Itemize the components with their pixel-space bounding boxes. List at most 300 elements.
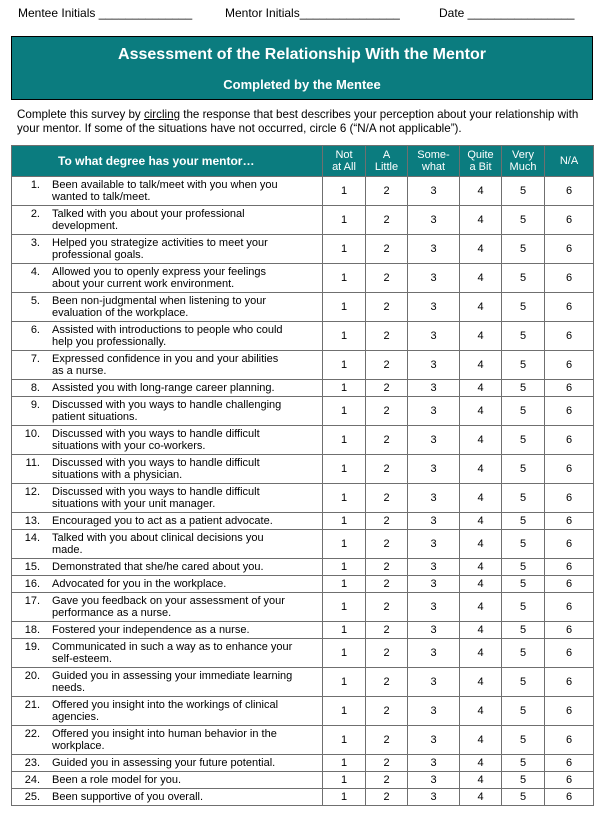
response-option[interactable]: 3: [408, 206, 460, 235]
question-text: [40, 179, 278, 203]
question-cell: [12, 755, 323, 772]
response-option[interactable]: 6: [545, 484, 594, 513]
response-option[interactable]: 3: [408, 397, 460, 426]
question-text-line: self-esteem.: [52, 653, 112, 665]
response-option[interactable]: 6: [545, 206, 594, 235]
response-option[interactable]: 5: [502, 351, 545, 380]
question-column-header: To what degree has your mentor…: [12, 146, 323, 177]
response-option[interactable]: 4: [460, 206, 502, 235]
question-cell: [12, 513, 323, 530]
response-option[interactable]: 5: [502, 622, 545, 639]
question-cell: [12, 322, 323, 351]
response-option[interactable]: 6: [545, 235, 594, 264]
response-option[interactable]: 3: [408, 622, 460, 639]
response-option[interactable]: 5: [502, 639, 545, 668]
question-text-line: Advocated for you in the workplace.: [52, 578, 227, 590]
response-option[interactable]: 3: [408, 789, 460, 806]
response-option[interactable]: 4: [460, 264, 502, 293]
response-option[interactable]: 1: [323, 455, 366, 484]
question-text: [40, 515, 273, 527]
table-row: [12, 622, 594, 639]
response-option[interactable]: 2: [366, 484, 408, 513]
question-number: 5.: [30, 295, 40, 307]
question-number: 19.: [24, 641, 40, 653]
response-option[interactable]: 6: [545, 530, 594, 559]
question-cell: [12, 264, 323, 293]
instructions: [17, 108, 592, 136]
question-text-line: development.: [52, 220, 119, 232]
question-number: 3.: [30, 237, 40, 249]
form-title: Assessment of the Relationship With the Mentor: [118, 46, 486, 63]
response-option[interactable]: 3: [408, 264, 460, 293]
response-option[interactable]: 3: [408, 593, 460, 622]
question-text-line: made.: [52, 544, 83, 556]
response-option[interactable]: 5: [502, 235, 545, 264]
response-option[interactable]: 5: [502, 593, 545, 622]
question-number: 4.: [30, 266, 40, 278]
response-option[interactable]: 2: [366, 426, 408, 455]
date-field[interactable]: Date ________________: [439, 6, 575, 20]
question-number: 21.: [24, 699, 40, 711]
response-option[interactable]: 5: [502, 755, 545, 772]
response-option[interactable]: 2: [366, 622, 408, 639]
scale-header-not-at-all: Not at All: [323, 146, 366, 177]
response-option[interactable]: 3: [408, 293, 460, 322]
response-option[interactable]: 6: [545, 513, 594, 530]
table-row: [12, 264, 594, 293]
response-option[interactable]: 1: [323, 559, 366, 576]
question-text-line: Discussed with you ways to handle difficult: [52, 428, 260, 440]
response-option[interactable]: 6: [545, 426, 594, 455]
scale-header-quite-a-bit: Quite a Bit: [460, 146, 502, 177]
response-option[interactable]: 6: [545, 380, 594, 397]
scale-header-somewhat: Some- what: [408, 146, 460, 177]
response-option[interactable]: 2: [366, 322, 408, 351]
scale-header-na: N/A: [545, 146, 594, 177]
question-cell: [12, 235, 323, 264]
question-text: [40, 532, 264, 556]
response-option[interactable]: 4: [460, 559, 502, 576]
response-option[interactable]: 2: [366, 455, 408, 484]
table-row: [12, 559, 594, 576]
response-option[interactable]: 4: [460, 726, 502, 755]
response-option[interactable]: 2: [366, 235, 408, 264]
question-number: 8.: [30, 382, 40, 394]
response-option[interactable]: 2: [366, 559, 408, 576]
response-option[interactable]: 2: [366, 264, 408, 293]
response-option[interactable]: 6: [545, 455, 594, 484]
response-option[interactable]: 2: [366, 789, 408, 806]
response-option[interactable]: 4: [460, 530, 502, 559]
question-text-line: Discussed with you ways to handle difficult: [52, 457, 260, 469]
scale-header-very-much: Very Much: [502, 146, 545, 177]
question-text-line: Offered you insight into human behavior in the: [52, 728, 277, 740]
question-number: 25.: [24, 791, 40, 803]
response-option[interactable]: 6: [545, 622, 594, 639]
question-text-line: as a nurse.: [52, 365, 107, 377]
response-option[interactable]: 1: [323, 755, 366, 772]
table-row: [12, 576, 594, 593]
response-option[interactable]: 1: [323, 264, 366, 293]
question-text-line: Expressed confidence in you and your abilities: [52, 353, 279, 365]
response-option[interactable]: 4: [460, 380, 502, 397]
response-option[interactable]: 3: [408, 755, 460, 772]
response-option[interactable]: 4: [460, 484, 502, 513]
response-option[interactable]: 4: [460, 576, 502, 593]
response-option[interactable]: 4: [460, 789, 502, 806]
question-text-line: Been supportive of you overall.: [52, 791, 204, 803]
response-option[interactable]: 1: [323, 322, 366, 351]
response-option[interactable]: 3: [408, 235, 460, 264]
question-text: [40, 428, 260, 452]
instructions-underlined-word: circling: [143, 108, 181, 121]
response-option[interactable]: 3: [408, 530, 460, 559]
question-text: [40, 237, 268, 261]
response-option[interactable]: 1: [323, 772, 366, 789]
response-option[interactable]: 1: [323, 530, 366, 559]
response-option[interactable]: 5: [502, 397, 545, 426]
table-row: [12, 206, 594, 235]
survey-body: [12, 177, 594, 806]
response-option[interactable]: 5: [502, 668, 545, 697]
response-option[interactable]: 6: [545, 322, 594, 351]
response-option[interactable]: 2: [366, 639, 408, 668]
response-option[interactable]: 2: [366, 668, 408, 697]
response-option[interactable]: 1: [323, 206, 366, 235]
question-text: [40, 382, 275, 394]
question-cell: [12, 576, 323, 593]
response-option[interactable]: 1: [323, 576, 366, 593]
question-cell: [12, 772, 323, 789]
instructions-text-after: the response that best describes your perception about your relationship with your mentor. If some of the situations have not occurred, circle 6 (“N/A not applicable”).: [17, 108, 579, 135]
question-cell: [12, 530, 323, 559]
response-option[interactable]: 2: [366, 380, 408, 397]
question-number: 15.: [24, 561, 40, 573]
table-header-row: [12, 146, 594, 177]
response-option[interactable]: 6: [545, 755, 594, 772]
question-text-line: Offered you insight into the workings of clinical: [52, 699, 279, 711]
response-option[interactable]: 6: [545, 668, 594, 697]
question-text: [40, 641, 292, 665]
question-text: [40, 791, 203, 803]
question-cell: [12, 668, 323, 697]
response-option[interactable]: 5: [502, 426, 545, 455]
response-option[interactable]: 6: [545, 576, 594, 593]
response-option[interactable]: 2: [366, 755, 408, 772]
response-option[interactable]: 3: [408, 177, 460, 206]
response-option[interactable]: 3: [408, 351, 460, 380]
table-row: [12, 789, 594, 806]
question-number: 16.: [24, 578, 40, 590]
response-option[interactable]: 2: [366, 513, 408, 530]
response-option[interactable]: 5: [502, 726, 545, 755]
table-row: [12, 513, 594, 530]
response-option[interactable]: 1: [323, 293, 366, 322]
question-text-line: Fostered your independence as a nurse.: [52, 624, 250, 636]
question-text-line: wanted to talk/meet.: [52, 191, 151, 203]
question-cell: [12, 397, 323, 426]
question-number: 18.: [24, 624, 40, 636]
table-row: [12, 177, 594, 206]
response-option[interactable]: 6: [545, 697, 594, 726]
question-text: [40, 486, 260, 510]
question-text: [40, 266, 266, 290]
question-text-line: Been non-judgmental when listening to your: [52, 295, 267, 307]
response-option[interactable]: 5: [502, 455, 545, 484]
response-option[interactable]: 1: [323, 639, 366, 668]
question-text-line: Talked with you about your professional: [52, 208, 245, 220]
title-banner: [11, 36, 593, 100]
question-text-line: about your current work environment.: [52, 278, 235, 290]
response-option[interactable]: 1: [323, 351, 366, 380]
response-option[interactable]: 6: [545, 639, 594, 668]
response-option[interactable]: 4: [460, 455, 502, 484]
question-text-line: Assisted you with long-range career planning.: [52, 382, 275, 394]
question-number: 20.: [24, 670, 40, 682]
response-option[interactable]: 1: [323, 789, 366, 806]
question-text: [40, 353, 278, 377]
question-text: [40, 728, 277, 752]
response-option[interactable]: 1: [323, 397, 366, 426]
question-text: [40, 324, 283, 348]
response-option[interactable]: 6: [545, 726, 594, 755]
question-text: [40, 561, 264, 573]
question-number: 9.: [30, 399, 40, 411]
response-option[interactable]: 5: [502, 772, 545, 789]
question-text-line: Discussed with you ways to handle difficult: [52, 486, 260, 498]
response-option[interactable]: 2: [366, 397, 408, 426]
response-option[interactable]: 4: [460, 593, 502, 622]
question-number: 7.: [30, 353, 40, 365]
response-option[interactable]: 6: [545, 789, 594, 806]
table-row: [12, 426, 594, 455]
question-text-line: performance as a nurse.: [52, 607, 172, 619]
response-option[interactable]: 3: [408, 484, 460, 513]
mentee-initials-field[interactable]: Mentee Initials ______________: [18, 6, 193, 20]
response-option[interactable]: 2: [366, 726, 408, 755]
question-cell: [12, 206, 323, 235]
question-cell: [12, 593, 323, 622]
table-row: [12, 293, 594, 322]
mentor-initials-field[interactable]: Mentor Initials_______________: [225, 6, 400, 20]
question-text: [40, 670, 292, 694]
response-option[interactable]: 3: [408, 772, 460, 789]
response-option[interactable]: 4: [460, 668, 502, 697]
response-option[interactable]: 6: [545, 397, 594, 426]
question-number: 6.: [30, 324, 40, 336]
response-option[interactable]: 5: [502, 576, 545, 593]
response-option[interactable]: 4: [460, 639, 502, 668]
response-option[interactable]: 2: [366, 772, 408, 789]
question-text-line: Discussed with you ways to handle challenging: [52, 399, 282, 411]
response-option[interactable]: 4: [460, 235, 502, 264]
response-option[interactable]: 4: [460, 426, 502, 455]
response-option[interactable]: 2: [366, 293, 408, 322]
response-option[interactable]: 6: [545, 177, 594, 206]
response-option[interactable]: 5: [502, 789, 545, 806]
response-option[interactable]: 5: [502, 559, 545, 576]
response-option[interactable]: 6: [545, 593, 594, 622]
response-option[interactable]: 2: [366, 177, 408, 206]
question-text: [40, 399, 281, 423]
response-option[interactable]: 4: [460, 513, 502, 530]
response-option[interactable]: 3: [408, 639, 460, 668]
response-option[interactable]: 4: [460, 293, 502, 322]
response-option[interactable]: 5: [502, 484, 545, 513]
response-option[interactable]: 4: [460, 755, 502, 772]
table-row: [12, 593, 594, 622]
response-option[interactable]: 5: [502, 530, 545, 559]
question-number: 2.: [30, 208, 40, 220]
response-option[interactable]: 1: [323, 726, 366, 755]
question-number: 24.: [24, 774, 40, 786]
question-cell: [12, 484, 323, 513]
question-text: [40, 295, 266, 319]
question-text: [40, 208, 245, 232]
question-text-line: Demonstrated that she/he cared about you.: [52, 561, 264, 573]
question-cell: [12, 455, 323, 484]
response-option[interactable]: 2: [366, 530, 408, 559]
response-option[interactable]: 4: [460, 351, 502, 380]
table-row: [12, 455, 594, 484]
question-text-line: professional goals.: [52, 249, 144, 261]
question-text-line: Gave you feedback on your assessment of your: [52, 595, 285, 607]
header-fields: [0, 6, 602, 22]
question-cell: [12, 351, 323, 380]
response-option[interactable]: 6: [545, 264, 594, 293]
question-cell: [12, 559, 323, 576]
table-row: [12, 380, 594, 397]
response-option[interactable]: 3: [408, 426, 460, 455]
table-row: [12, 726, 594, 755]
response-option[interactable]: 1: [323, 380, 366, 397]
response-option[interactable]: 3: [408, 668, 460, 697]
response-option[interactable]: 3: [408, 576, 460, 593]
response-option[interactable]: 3: [408, 455, 460, 484]
response-option[interactable]: 5: [502, 293, 545, 322]
question-text-line: situations with your co-workers.: [52, 440, 206, 452]
table-row: [12, 668, 594, 697]
question-text-line: Been a role model for you.: [52, 774, 182, 786]
response-option[interactable]: 5: [502, 380, 545, 397]
response-option[interactable]: 1: [323, 593, 366, 622]
question-text: [40, 578, 226, 590]
response-option[interactable]: 1: [323, 513, 366, 530]
response-option[interactable]: 2: [366, 206, 408, 235]
response-option[interactable]: 3: [408, 322, 460, 351]
table-row: [12, 639, 594, 668]
response-option[interactable]: 6: [545, 772, 594, 789]
question-text-line: patient situations.: [52, 411, 138, 423]
question-text-line: Helped you strategize activities to meet your: [52, 237, 268, 249]
table-row: [12, 351, 594, 380]
question-cell: [12, 622, 323, 639]
table-row: [12, 530, 594, 559]
response-option[interactable]: 1: [323, 235, 366, 264]
question-text-line: help you professionally.: [52, 336, 167, 348]
question-cell: [12, 380, 323, 397]
response-option[interactable]: 3: [408, 726, 460, 755]
response-option[interactable]: 3: [408, 559, 460, 576]
question-cell: [12, 697, 323, 726]
response-option[interactable]: 5: [502, 206, 545, 235]
response-option[interactable]: 6: [545, 351, 594, 380]
question-cell: [12, 789, 323, 806]
question-number: 22.: [24, 728, 40, 740]
response-option[interactable]: 1: [323, 622, 366, 639]
question-cell: [12, 177, 323, 206]
response-option[interactable]: 4: [460, 697, 502, 726]
response-option[interactable]: 2: [366, 697, 408, 726]
response-option[interactable]: 1: [323, 426, 366, 455]
response-option[interactable]: 2: [366, 576, 408, 593]
response-option[interactable]: 2: [366, 593, 408, 622]
question-text-line: Allowed you to openly express your feelings: [52, 266, 267, 278]
question-text: [40, 774, 181, 786]
question-text: [40, 624, 250, 636]
question-cell: [12, 426, 323, 455]
survey-table: [11, 145, 594, 806]
response-option[interactable]: 6: [545, 559, 594, 576]
question-text-line: agencies.: [52, 711, 100, 723]
question-number: 17.: [24, 595, 40, 607]
response-option[interactable]: 5: [502, 513, 545, 530]
question-text-line: situations with a physician.: [52, 469, 183, 481]
response-option[interactable]: 3: [408, 697, 460, 726]
question-text-line: Guided you in assessing your immediate learning: [52, 670, 293, 682]
response-option[interactable]: 4: [460, 772, 502, 789]
response-option[interactable]: 5: [502, 177, 545, 206]
question-text-line: workplace.: [52, 740, 105, 752]
response-option[interactable]: 1: [323, 177, 366, 206]
question-cell: [12, 726, 323, 755]
question-text-line: evaluation of the workplace.: [52, 307, 189, 319]
form-subtitle: Completed by the Mentee: [223, 77, 381, 92]
question-text-line: Communicated in such a way as to enhance your: [52, 641, 293, 653]
response-option[interactable]: 4: [460, 177, 502, 206]
response-option[interactable]: 3: [408, 513, 460, 530]
question-text-line: needs.: [52, 682, 86, 694]
scale-header-a-little: A Little: [366, 146, 408, 177]
question-text: [40, 757, 275, 769]
question-number: 12.: [24, 486, 40, 498]
response-option[interactable]: 3: [408, 380, 460, 397]
response-option[interactable]: 1: [323, 484, 366, 513]
response-option[interactable]: 4: [460, 397, 502, 426]
table-row: [12, 235, 594, 264]
question-text: [40, 457, 260, 481]
question-number: 10.: [24, 428, 40, 440]
table-row: [12, 772, 594, 789]
response-option[interactable]: 1: [323, 697, 366, 726]
question-number: 1.: [30, 179, 40, 191]
question-text-line: situations with your unit manager.: [52, 498, 216, 510]
response-option[interactable]: 5: [502, 697, 545, 726]
response-option[interactable]: 1: [323, 668, 366, 697]
response-option[interactable]: 4: [460, 622, 502, 639]
instructions-text-before: Complete this survey by: [17, 108, 144, 121]
question-number: 11.: [25, 457, 40, 469]
response-option[interactable]: 6: [545, 293, 594, 322]
table-row: [12, 322, 594, 351]
response-option[interactable]: 5: [502, 322, 545, 351]
table-row: [12, 697, 594, 726]
question-text-line: Assisted with introductions to people who could: [52, 324, 283, 336]
response-option[interactable]: 5: [502, 264, 545, 293]
question-number: 13.: [24, 515, 40, 527]
response-option[interactable]: 2: [366, 351, 408, 380]
response-option[interactable]: 4: [460, 322, 502, 351]
